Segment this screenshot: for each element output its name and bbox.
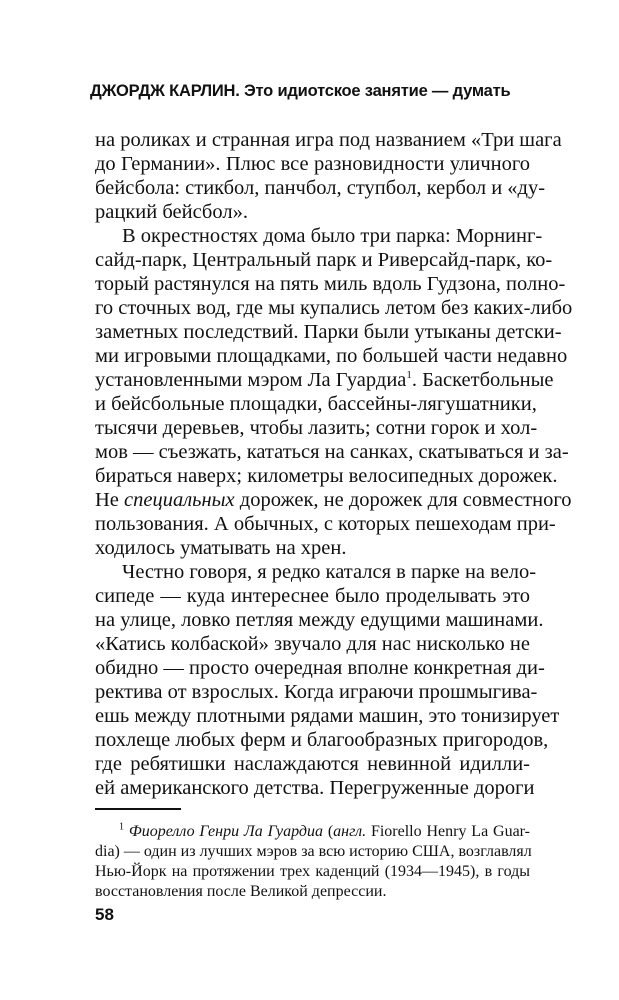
body-line: до Германии». Плюс все разновидности уличного <box>95 153 530 175</box>
body-text: . Баскетбольные <box>411 369 554 391</box>
body-line: В окрестностях дома было три парка: Морнинг- <box>122 225 543 247</box>
body-line: ей американского детства. Перегруженные дороги <box>95 777 535 799</box>
body-text: Не <box>95 489 125 511</box>
footnote-marker: 1 <box>406 369 412 382</box>
body-line: сайд-парк, Центральный парк и Риверсайд-парк, ко- <box>95 249 553 271</box>
footnote-name: Фиорелло Генри Ла Гуардиа <box>128 823 323 840</box>
body-line: сипеде — куда интереснее было проделывать это <box>95 585 530 607</box>
body-line: похлеще любых ферм и благообразных пригородов, <box>95 729 549 751</box>
footnote-line: dia) — один из лучших мэров за всю историю США, возглавлял <box>95 843 532 860</box>
body-line: на улице, ловко петляя между едущими машинами. <box>95 609 544 631</box>
body-line: обидно — просто очередная вполне конкретная ди- <box>95 657 545 679</box>
running-header: ДЖОРДЖ КАРЛИН. Это идиотское занятие — думать <box>90 82 511 100</box>
body-line: го сточных вод, где мы купались летом без каких-либо <box>95 297 573 319</box>
body-line: мов — съезжать, кататься на санках, скатываться и за- <box>95 441 569 463</box>
body-line: ходилось уматывать на хрен. <box>95 537 347 559</box>
body-text: дорожек, не дорожек для совместного <box>234 489 572 511</box>
body-line: «Катись колбаской» звучало для нас нисколько не <box>95 633 530 655</box>
body-line: где ребятишки наслаждаются невинной идилли- <box>95 753 530 775</box>
footnote-line: восстановления после Великой депрессии. <box>95 883 387 900</box>
footnote-number: 1 <box>119 821 124 833</box>
footnote-text: Fiorello Henry La Guar- <box>366 823 531 840</box>
body-line-with-footnote <box>95 368 554 392</box>
body-line: ешь между плотными рядами машин, это тонизирует <box>95 705 560 727</box>
footnote-line: Нью-Йорк на протяжении трех каденций (1934—1945), в годы <box>95 863 530 880</box>
body-line: пользования. А обычных, с которых пешеходам при- <box>95 513 556 535</box>
body-line: торый растянулся на пять миль вдоль Гудзона, полно- <box>95 273 566 295</box>
body-line: тысячи деревьев, чтобы лазить; сотни горок и хол- <box>95 417 538 439</box>
body-line: ректива от взрослых. Когда играючи прошмыгива- <box>95 681 538 703</box>
body-text: установленными мэром Ла Гуардиа <box>95 369 407 391</box>
footnote-text: ( <box>323 823 334 840</box>
body-line: и бейсбольные площадки, бассейны-лягушатники, <box>95 393 537 415</box>
page-number: 58 <box>95 905 114 924</box>
footnote-lang: англ. <box>333 823 367 840</box>
body-line: бираться наверх; километры велосипедных дорожек. <box>95 465 558 487</box>
emphasis-text: специальных <box>124 489 235 511</box>
body-line-with-emphasis <box>95 488 572 512</box>
footnote-separator <box>95 808 181 810</box>
body-line: на роликах и странная игра под названием «Три шага <box>95 129 562 151</box>
body-line: рацкий бейсбол». <box>95 201 248 223</box>
body-line: Честно говоря, я редко катался в парке на вело- <box>122 561 537 583</box>
body-line: ми игровыми площадками, по большей части недавно <box>95 345 568 367</box>
footnote-line <box>95 822 530 842</box>
body-line: заметных последствий. Парки были утыканы детски- <box>95 321 562 343</box>
body-line: бейсбола: стикбол, панчбол, ступбол, кербол и «ду- <box>95 177 546 199</box>
